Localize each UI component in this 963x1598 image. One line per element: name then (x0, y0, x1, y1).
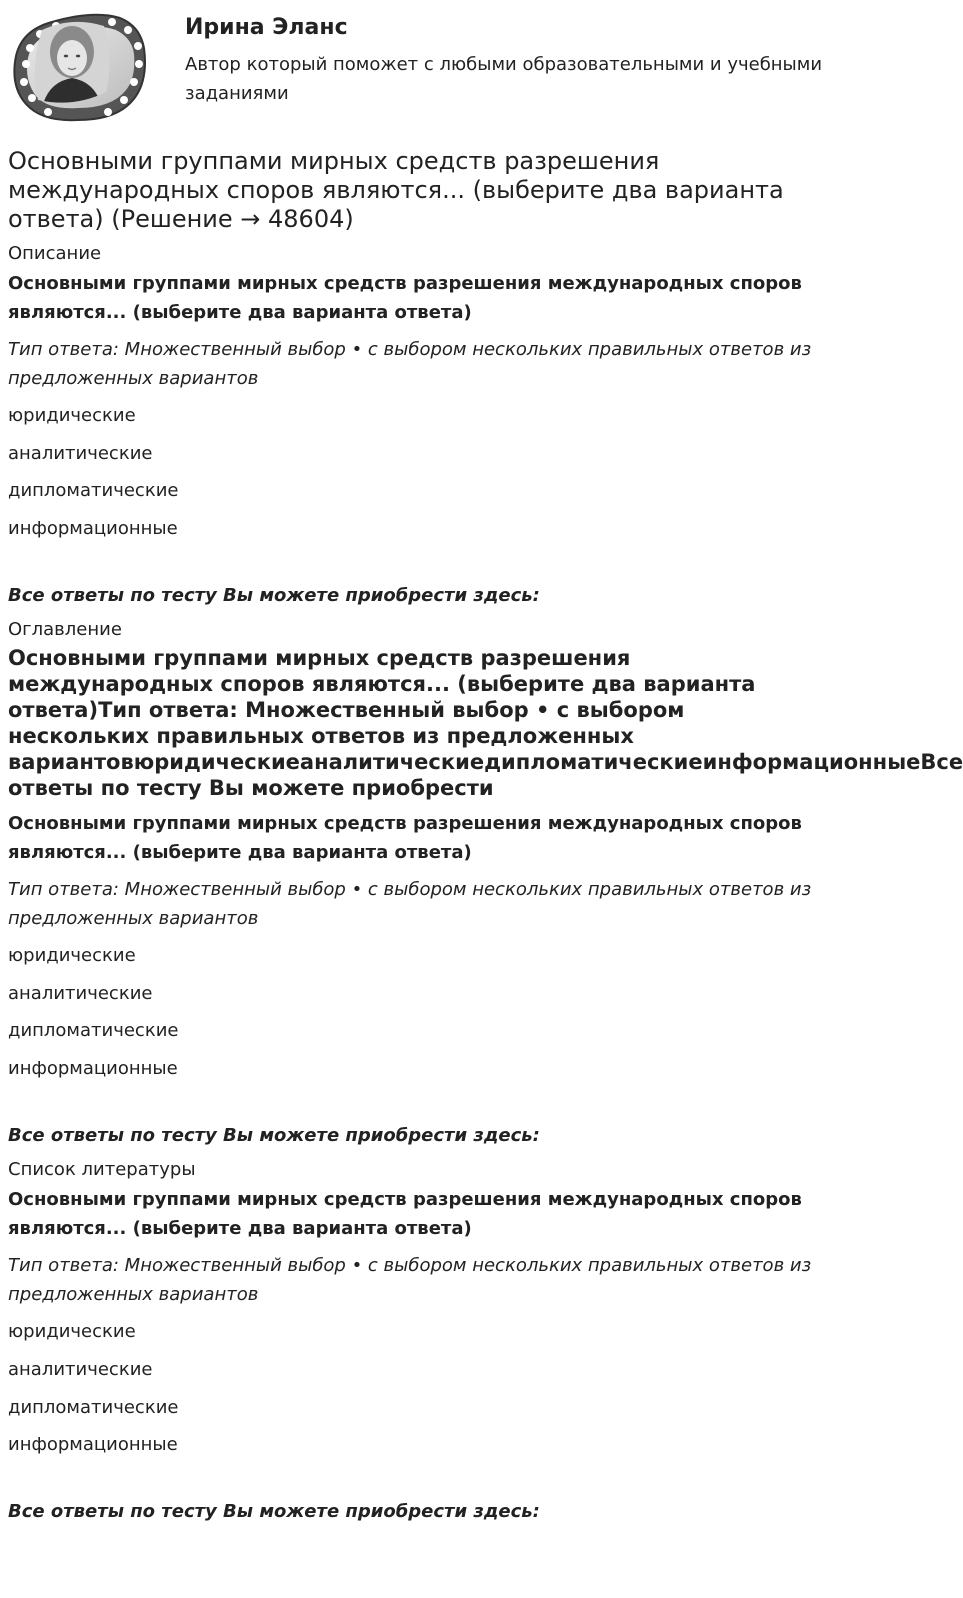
question-text: Основными группами мирных средств разрешения международных споров являются... (выберите два варианта ответа) (8, 273, 802, 323)
toc-heading-line: ответа)Тип ответа: Множественный выбор • с выбором (8, 698, 685, 723)
option-item: аналитические (8, 442, 153, 464)
toc-heading-line: международных споров являются... (выберите два варианта (8, 672, 756, 697)
all-answers-note: Все ответы по тесту Вы можете приобрести здесь: (8, 1501, 540, 1523)
option-item: информационные (8, 1434, 178, 1456)
toc-heading-line: нескольких правильных ответов из предложенных (8, 724, 634, 749)
description-label: Описание (8, 243, 102, 264)
option-item: дипломатические (8, 480, 179, 502)
all-answers-note: Все ответы по тесту Вы можете приобрести здесь: (8, 585, 540, 607)
toc-label: Оглавление (8, 619, 122, 641)
all-answers-note: Все ответы по тесту Вы можете приобрести здесь: (8, 1125, 540, 1147)
toc-heading-line: вариантовюридическиеаналитическиедипломатическиеинформационныеВсе (8, 750, 963, 775)
option-item: дипломатические (8, 1020, 179, 1042)
answer-type: Тип ответа: Множественный выбор • с выбором нескольких правильных ответов из предложенных вариантов (8, 1255, 812, 1306)
option-item: юридические (8, 405, 136, 426)
option-item: аналитические (8, 982, 153, 1004)
toc-heading (8, 645, 963, 801)
toc-heading-line: ответы по тесту Вы можете приобрести (8, 776, 494, 801)
option-item: дипломатические (8, 1396, 179, 1418)
author-avatar[interactable] (8, 8, 148, 126)
author-photo-filmstrip-icon (8, 8, 148, 126)
main-content (8, 147, 963, 1526)
option-item: информационные (8, 1058, 178, 1080)
question-text: Основными группами мирных средств разрешения международных споров являются... (выберите два варианта ответа) (8, 1189, 802, 1240)
author-block (8, 8, 838, 126)
page-title: Основными группами мирных средств разрешения международных споров являются... (выберите два варианта ответа) (Решение → 48604) (8, 147, 784, 233)
option-item: юридические (8, 945, 136, 967)
option-item: информационные (8, 518, 178, 540)
option-item: юридические (8, 1321, 136, 1343)
answer-type: Тип ответа: Множественный выбор • с выбором нескольких правильных ответов из предложенных вариантов (8, 879, 812, 930)
toc-heading-line: Основными группами мирных средств разрешения (8, 646, 631, 671)
question-text: Основными группами мирных средств разрешения международных споров являются... (выберите два варианта ответа) (8, 813, 802, 864)
author-description: Автор который поможет с любыми образовательными и учебными заданиями (185, 54, 823, 104)
answer-type: Тип ответа: Множественный выбор • с выбором нескольких правильных ответов из предложенных вариантов (8, 339, 812, 389)
literature-label: Список литературы (8, 1159, 196, 1181)
author-name[interactable]: Ирина Эланс (185, 15, 348, 40)
option-item: аналитические (8, 1358, 153, 1380)
